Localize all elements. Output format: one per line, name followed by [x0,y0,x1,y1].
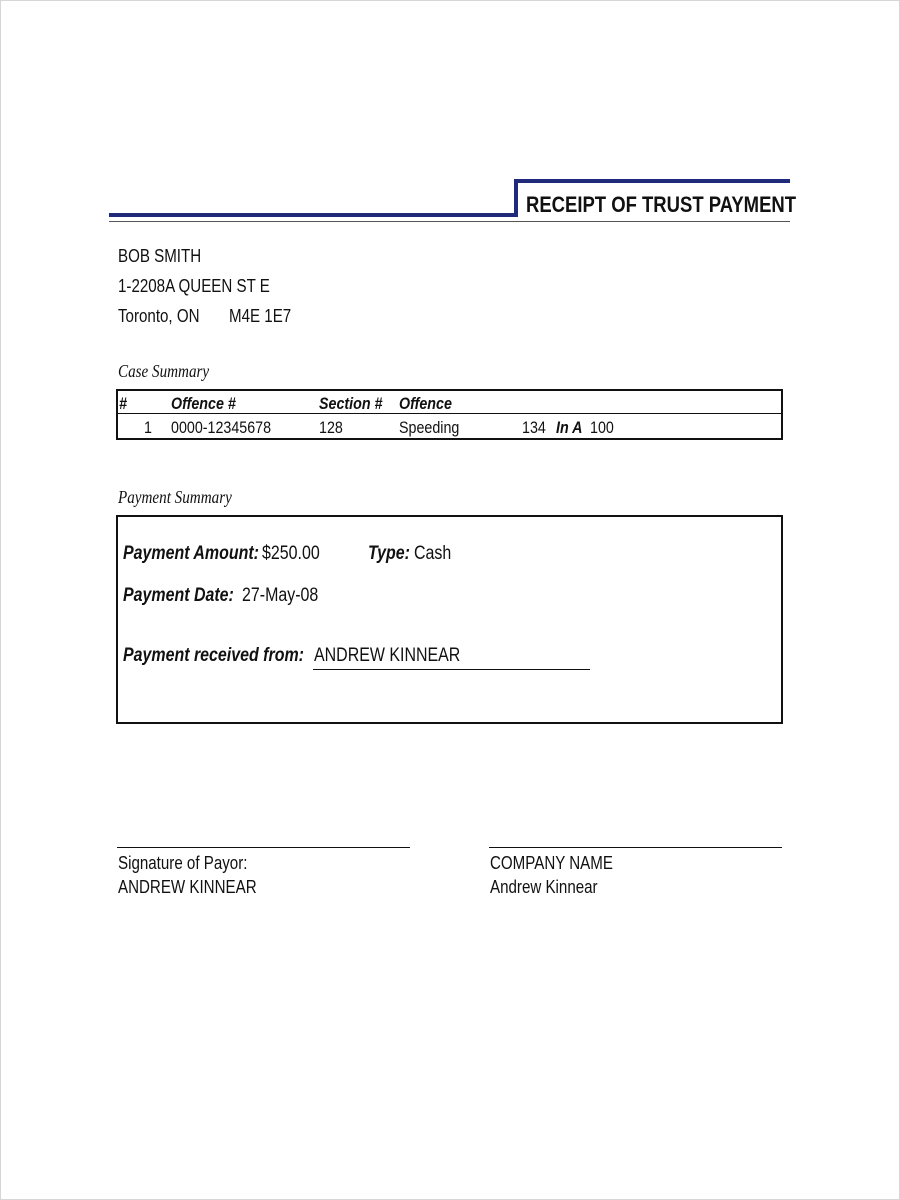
payor-name: ANDREW KINNEAR [118,877,257,897]
company-signature-line [489,847,782,848]
payment-received-value: ANDREW KINNEAR [314,645,461,666]
row-section: 128 [319,418,343,437]
payment-amount-label: Payment Amount: [123,543,259,564]
company-name-label: COMPANY NAME [490,853,613,873]
payor-signature-line [117,847,410,848]
row-num: 1 [144,418,152,437]
row-offence-num: 0000-12345678 [171,418,272,437]
payor-signature-label: Signature of Payor: [118,853,248,873]
row-offence: Speeding [399,418,460,437]
document-title: RECEIPT OF TRUST PAYMENT [526,192,797,217]
payment-type-label: Type: [368,543,410,564]
recipient-name: BOB SMITH [118,246,202,266]
payment-received-label: Payment received from: [123,645,304,666]
col-header-offence-num: Offence # [171,394,236,413]
header-tab-top [514,179,790,183]
payment-date-value: 27-May-08 [242,585,319,606]
col-header-section: Section # [319,394,383,413]
header-tab-left [514,179,518,217]
recipient-city: Toronto, ON [118,306,200,326]
row-limit: 100 [590,418,614,437]
case-summary-title: Case Summary [118,361,210,381]
payment-date-label: Payment Date: [123,585,234,606]
header-rule-thin [109,221,790,222]
row-speed: 134 [522,418,546,437]
payment-type-value: Cash [414,543,452,564]
recipient-postal: M4E 1E7 [229,306,292,326]
col-header-num: # [119,394,127,413]
header-rule-thick [109,213,517,217]
payment-summary-title: Payment Summary [118,487,232,507]
received-from-underline [313,669,590,670]
recipient-street: 1-2208A QUEEN ST E [118,276,270,296]
col-header-offence: Offence [399,394,452,413]
company-person: Andrew Kinnear [490,877,598,897]
row-in-a: In A [556,418,583,437]
payment-amount-value: $250.00 [262,543,320,564]
case-table-left-rule [117,414,118,438]
